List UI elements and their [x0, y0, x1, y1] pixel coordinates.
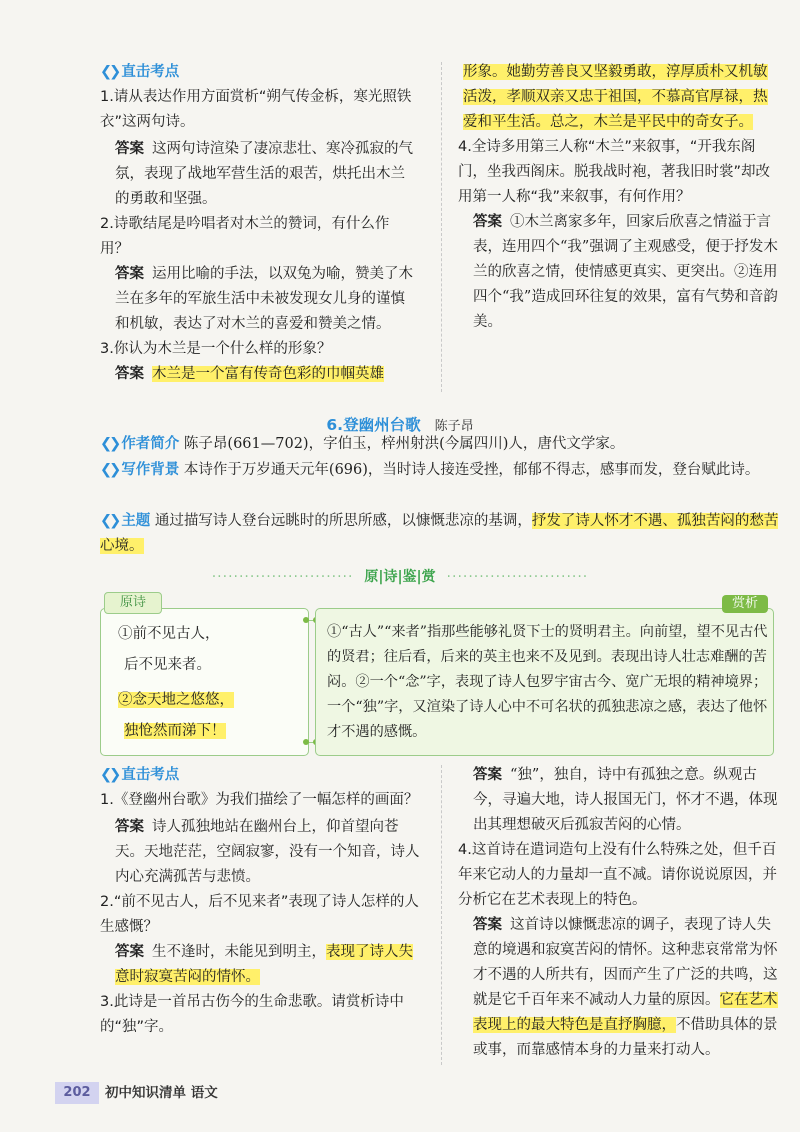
question-3: 3.你认为木兰是一个什么样的形象？ — [100, 341, 332, 357]
page-number: 202 — [55, 1082, 99, 1104]
poem-line: ①前不见古人， — [118, 626, 220, 642]
answer-1: 答案 诗人孤独地站在幽州台上，仰首望向苍天。天地茫茫，空阔寂寥，没有一个知音，诗人内心充满孤苦与悲愤。 — [115, 819, 420, 885]
analysis-label: 赏析 — [722, 595, 768, 613]
writing-background: ❮❯ 写作背景 本诗作于万岁通天元年(696)，当时诗人接连受挫，郁郁不得志，感事而发，登台赋此诗。 — [100, 462, 760, 478]
answer-4: 答案 ①木兰离家多年，回家后欣喜之情溢于言表，连用四个“我”强调了主观感受，便于抒发木兰的欣喜之情，使情感更真实、更突出。②连用四个“我”造成回环往复的效果，富有气势和音韵美。 — [473, 214, 778, 330]
bottom-left-column — [100, 763, 422, 1040]
question-4: 4.这首诗在遣词造句上没有什么特殊之处，但千百年来它动人的力量却一直不减。请你说说原因，并分析它在艺术表现上的特色。 — [458, 842, 777, 908]
poem-author: 陈子昂 — [434, 419, 474, 434]
column-divider — [441, 765, 442, 1065]
poem-line: 后不见来者。 — [124, 657, 211, 673]
direct-hit-chevron-icon: ❮❯ — [100, 767, 119, 783]
answer-3: 答案 “独”，独自，诗中有孤独之意。纵观古今，寻遍大地，诗人报国无门，怀才不遇，体现出其理想破灭后孤寂苦闷的心情。 — [473, 767, 778, 833]
chevron-icon: ❮❯ — [100, 513, 119, 529]
top-left-column — [100, 60, 418, 387]
analysis-text: ①“古人”“来者”指那些能够礼贤下士的贤明君主。向前望，望不见古代的贤君；往后看，后来的英主也来不及见到。表现出诗人壮志难酬的苦闷。②一个“念”字，表现了诗人包罗宇宙古今、宽广无垠的精神境界；一个“独”字，又渲染了诗人心中不可名状的孤独悲凉之感，表达了他怀才不遇的感慨。 — [327, 624, 768, 740]
poem-title: 6.登幽州台歌 陈子昂 — [326, 416, 474, 434]
direct-hit-chevron-icon: ❮❯ — [100, 64, 119, 80]
poem-line: 独怆然而涕下！ — [124, 723, 226, 739]
question-3: 3.此诗是一首吊古伤今的生命悲歌。请赏析诗中的“独”字。 — [100, 994, 404, 1035]
question-1: 1.请从表达作用方面赏析“朔气传金柝，寒光照铁衣”这两句诗。 — [100, 89, 412, 130]
question-2: 2.“前不见古人，后不见来者”表现了诗人怎样的人生感慨？ — [100, 894, 419, 935]
original-poem-label: 原诗 — [104, 592, 162, 614]
book-title: 初中知识清单 语文 — [105, 1085, 218, 1101]
answer-3-continued: 形象。她勤劳善良又坚毅勇敢，淳厚质朴又机敏活泼，孝顺双亲又忠于祖国，不慕高官厚禄，热爱和平生活。总之，木兰是平民中的奇女子。 — [463, 64, 768, 130]
author-intro: ❮❯ 作者简介 陈子昂(661—702)，字伯玉，梓州射洪(今属四川)人，唐代文学家。 — [100, 436, 625, 452]
appreciation-header: ·························· 原|诗|鉴|赏 ·························· — [211, 569, 589, 585]
answer-2: 答案 生不逢时，未能见到明主，表现了诗人失意时寂寞苦闷的情怀。 — [115, 944, 413, 985]
question-4: 4.全诗多用第三人称“木兰”来叙事，“开我东阁门，坐我西阁床。脱我战时袍，著我旧时裳”却改用第一人称“我”来叙事，有何作用？ — [458, 139, 771, 205]
poem-line: ②念天地之悠悠， — [118, 692, 234, 708]
page-footer — [55, 1082, 355, 1104]
answer-4: 答案 这首诗以慷慨悲凉的调子，表现了诗人失意的境遇和寂寞苦闷的情怀。这种悲哀常常为怀才不遇的人所共有，因而产生了广泛的共鸣，这就是它千百年来不减动人力量的原因。它在艺术表现上的最大特色是直抒胸臆，不借助具体的景或事，而靠感情本身的力量来打动人。 — [473, 917, 778, 1058]
section-header: ❮❯ 直击考点 — [100, 64, 180, 80]
question-1: 1.《登幽州台歌》为我们描绘了一幅怎样的画面？ — [100, 792, 419, 808]
top-right-column — [458, 60, 778, 335]
answer-2: 答案 运用比喻的手法，以双兔为喻，赞美了木兰在多年的军旅生活中未被发现女儿身的谨慎和机敏，表达了对木兰的喜爱和赞美之情。 — [115, 266, 413, 332]
chevron-icon: ❮❯ — [100, 462, 119, 478]
bottom-right-column — [458, 763, 778, 1063]
section-header: ❮❯ 直击考点 — [100, 767, 180, 783]
chevron-icon: ❮❯ — [100, 436, 119, 452]
question-2: 2.诗歌结尾是吟唱者对木兰的赞词，有什么作用？ — [100, 216, 390, 257]
theme: ❮❯ 主题 通过描写诗人登台远眺时的所思所感，以慷慨悲凉的基调，抒发了诗人怀才不遇、孤独苦闷的愁苦心境。 — [100, 513, 779, 554]
column-divider — [441, 62, 442, 392]
answer-1: 答案 这两句诗渲染了凄凉悲壮、寒冷孤寂的气氛，表现了战地军营生活的艰苦，烘托出木兰的勇敢和坚强。 — [115, 141, 413, 207]
answer-3: 答案 木兰是一个富有传奇色彩的巾帼英雄 — [115, 366, 384, 382]
